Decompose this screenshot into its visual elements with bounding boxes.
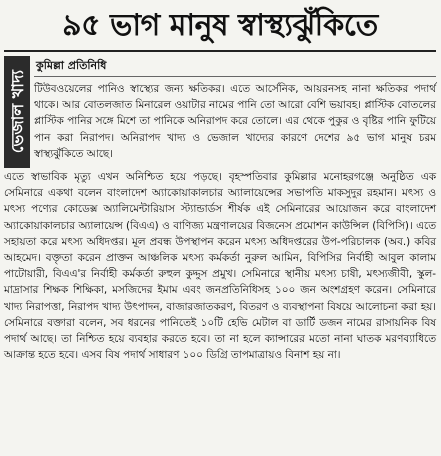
headline-rule <box>4 50 436 52</box>
section-tag <box>4 56 30 168</box>
upper-section <box>4 56 436 168</box>
section-tag-label: ভেজাল খাদ্য <box>7 70 27 154</box>
headline: ৯৫ ভাগ মানুষ স্বাস্থ্যঝুঁকিতে <box>62 8 378 43</box>
article-paragraph-intro: টিউবওয়েলের পানিও স্বাস্থ্যের জন্য ক্ষতিকর। এতে আর্সেনিক, আয়রনসহ নানা ক্ষতিকর পদার্থ থাকে। আর বোতলজাত মিনারেল ওয়াটার নামের পানি তো আরো বেশি ভয়াবহ। প্লাস্টিক বোতলের প্লাস্টিক পানির সঙ্গে মিশে তা পানিকে অনিরাপদ করে তোলে। এর থেকে পুকুর ও বৃষ্টির পানি ফুটিয়ে পান করা নিরাপদ। অনিরাপদ খাদ্য ও ভেজাল খাদ্যের কারণে দেশের ৯৫ ভাগ মানুষ চরম স্বাস্থ্যঝুঁকিতে আছে। <box>34 83 436 160</box>
article-paragraph-body: এতে স্বাভাবিক মৃত্যু এখন অনিশ্চিত হয়ে পড়ছে। বৃহস্পতিবার কুমিল্লার মনোহরগঞ্জে অনুষ্ঠিত এক সেমিনারে একথা বলেন বাংলাদেশ অ্যাকোয়াকালচার অ্যালায়েন্সের সভাপতি মাকসুদুর রহমান। মৎস্য ও মৎস্য পণ্যের কোডেক্স অ্যালিমেন্টারিয়াস স্ট্যান্ডার্ডস শীর্ষক এই সেমিনারের আয়োজন করে বাংলাদেশ অ্যাকোয়াকালচার অ্যালায়েন্স (বিএএ) ও বাণিজ্য মন্ত্রণালয়ের বিজনেস প্রমোশন কাউন্সিল (বিপিসি)। এতে সহায়তা করে মৎস্য অধিদপ্তর। মূল প্রবন্ধ উপস্থাপন করেন মৎস্য অধিদপ্তরের উপ-পরিচালক (অব.) কবির আহমেদ। বক্তৃতা করেন প্রাক্তন আঞ্চলিক মৎস্য কর্মকর্তা নুরুল আমিন, বিপিসির নির্বাহী আবুল কালাম পাটোয়ারী, বিএএ'র নির্বাহী কর্মকর্তা রুহুল কুদ্দুস প্রমুখ। সেমিনারে স্থানীয় মৎস্য চাষী, মৎস্যজীবী, স্কুল-মাদ্রাসার শিক্ষক শিক্ষিকা, মসজিদের ইমাম এবং জনপ্রতিনিধিসহ ১০০ জন অংশগ্রহণ করেন। সেমিনারে খাদ্য নিরাপত্তা, নিরাপদ খাদ্য উৎপাদন, বাজারজাতকরণ, বিতরণ ও ব্যবস্থাপনা বিষয়ে আলোচনা করা হয়। সেমিনারে বক্তারা বলেন, সব ধরনের পানিতেই ১০টি হেভি মেটাল বা ডার্টি ডজন নামের রাসায়নিক বিষ পদার্থ আছে। তা নিশ্চিত হয়ে ব্যবহার করতে হবে। তা না হলে ক্যান্সারের মতো নানা ঘাতক মরণব্যাধিতে আক্রান্ত হতে হবে। এসব বিষ পদার্থ সাধারণ ১০০ ডিগ্রি তাপমাত্রায়ও বিনাশ হয় না। <box>4 171 436 362</box>
byline: কুমিল্লা প্রতিনিধি <box>34 56 436 77</box>
upper-body <box>34 56 436 162</box>
